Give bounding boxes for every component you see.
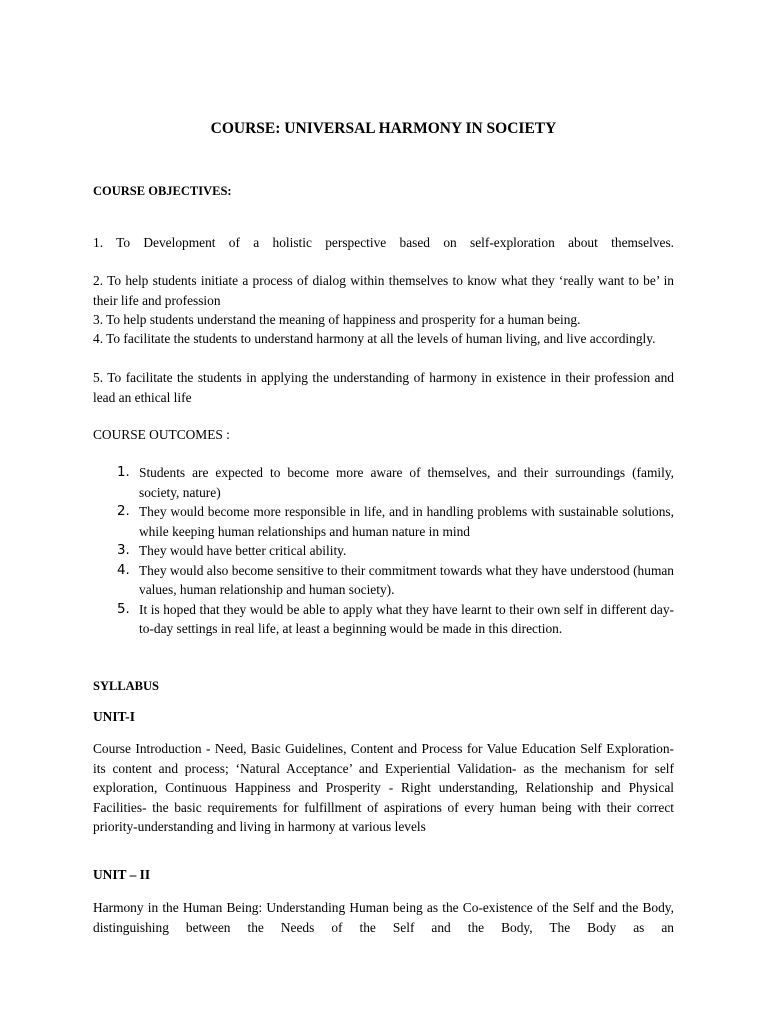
list-item-text: They would become more responsible in life, and in handling problems with sustainable solutions, while keeping human relationships and human nature in mind xyxy=(139,504,674,539)
list-item-number: 2. xyxy=(117,504,130,519)
objective-item-5: 5. To facilitate the students in applying the understanding of harmony in existence in their profession and lead an ethical life xyxy=(93,370,674,405)
unit-2-heading: UNIT – II xyxy=(93,867,151,882)
list-item-text: It is hoped that they would be able to apply what they have learnt to their own self in different day-to-day settings in real life, at least a beginning would be made in this direction. xyxy=(139,601,674,636)
list-item xyxy=(93,541,674,561)
list-item xyxy=(93,561,674,600)
unit-2-text: Harmony in the Human Being: Understanding Human being as the Co-existence of the Self and the Body, distinguishing between the Needs of the Self and the Body, The Body as an xyxy=(93,900,674,935)
document-page xyxy=(93,0,674,1024)
list-item-text: They would have better critical ability. xyxy=(139,543,347,558)
objectives-heading: COURSE OBJECTIVES: xyxy=(93,184,232,198)
list-item-text: They would also become sensitive to their commitment towards what they have understood (human values, human relationship and human society). xyxy=(139,562,674,597)
unit-1-text: Course Introduction - Need, Basic Guidelines, Content and Process for Value Education Self Exploration- its content and process; ‘Natural Acceptance’ and Experiential Validation- as the mechanism for self exploration, Continuous Happiness and Prosperity - Right understanding, Relationship and Physical Facilities- the basic requirements for fulfillment of aspirations of every human being with their correct priority-understanding and living in harmony at various levels xyxy=(93,741,674,834)
list-item-number: 5. xyxy=(117,601,130,617)
list-item xyxy=(93,502,674,541)
syllabus-heading: SYLLABUS xyxy=(93,679,159,693)
list-item-number: 1. xyxy=(117,465,130,480)
objective-item-1: 1. To Development of a holistic perspective based on self-exploration about themselves. xyxy=(93,235,674,250)
unit-1-heading: UNIT-I xyxy=(93,709,135,724)
objective-item-2: 2. To help students initiate a process of dialog within themselves to know what they ‘really want to be’ in their life and profession xyxy=(93,273,674,308)
list-item xyxy=(93,600,674,639)
objective-item-4: 4. To facilitate the students to understand harmony at all the levels of human living, and live accordingly. xyxy=(93,331,656,346)
outcomes-heading: COURSE OUTCOMES : xyxy=(93,427,230,442)
list-item-text: Students are expected to become more aware of themselves, and their surroundings (family, society, nature) xyxy=(139,465,674,500)
document-title: COURSE: UNIVERSAL HARMONY IN SOCIETY xyxy=(210,120,557,137)
outcomes-list xyxy=(93,463,674,639)
objective-item-3: 3. To help students understand the meaning of happiness and prosperity for a human being. xyxy=(93,312,581,327)
list-item-number: 4. xyxy=(117,562,130,578)
list-item-number: 3. xyxy=(117,543,130,558)
list-item xyxy=(93,463,674,502)
